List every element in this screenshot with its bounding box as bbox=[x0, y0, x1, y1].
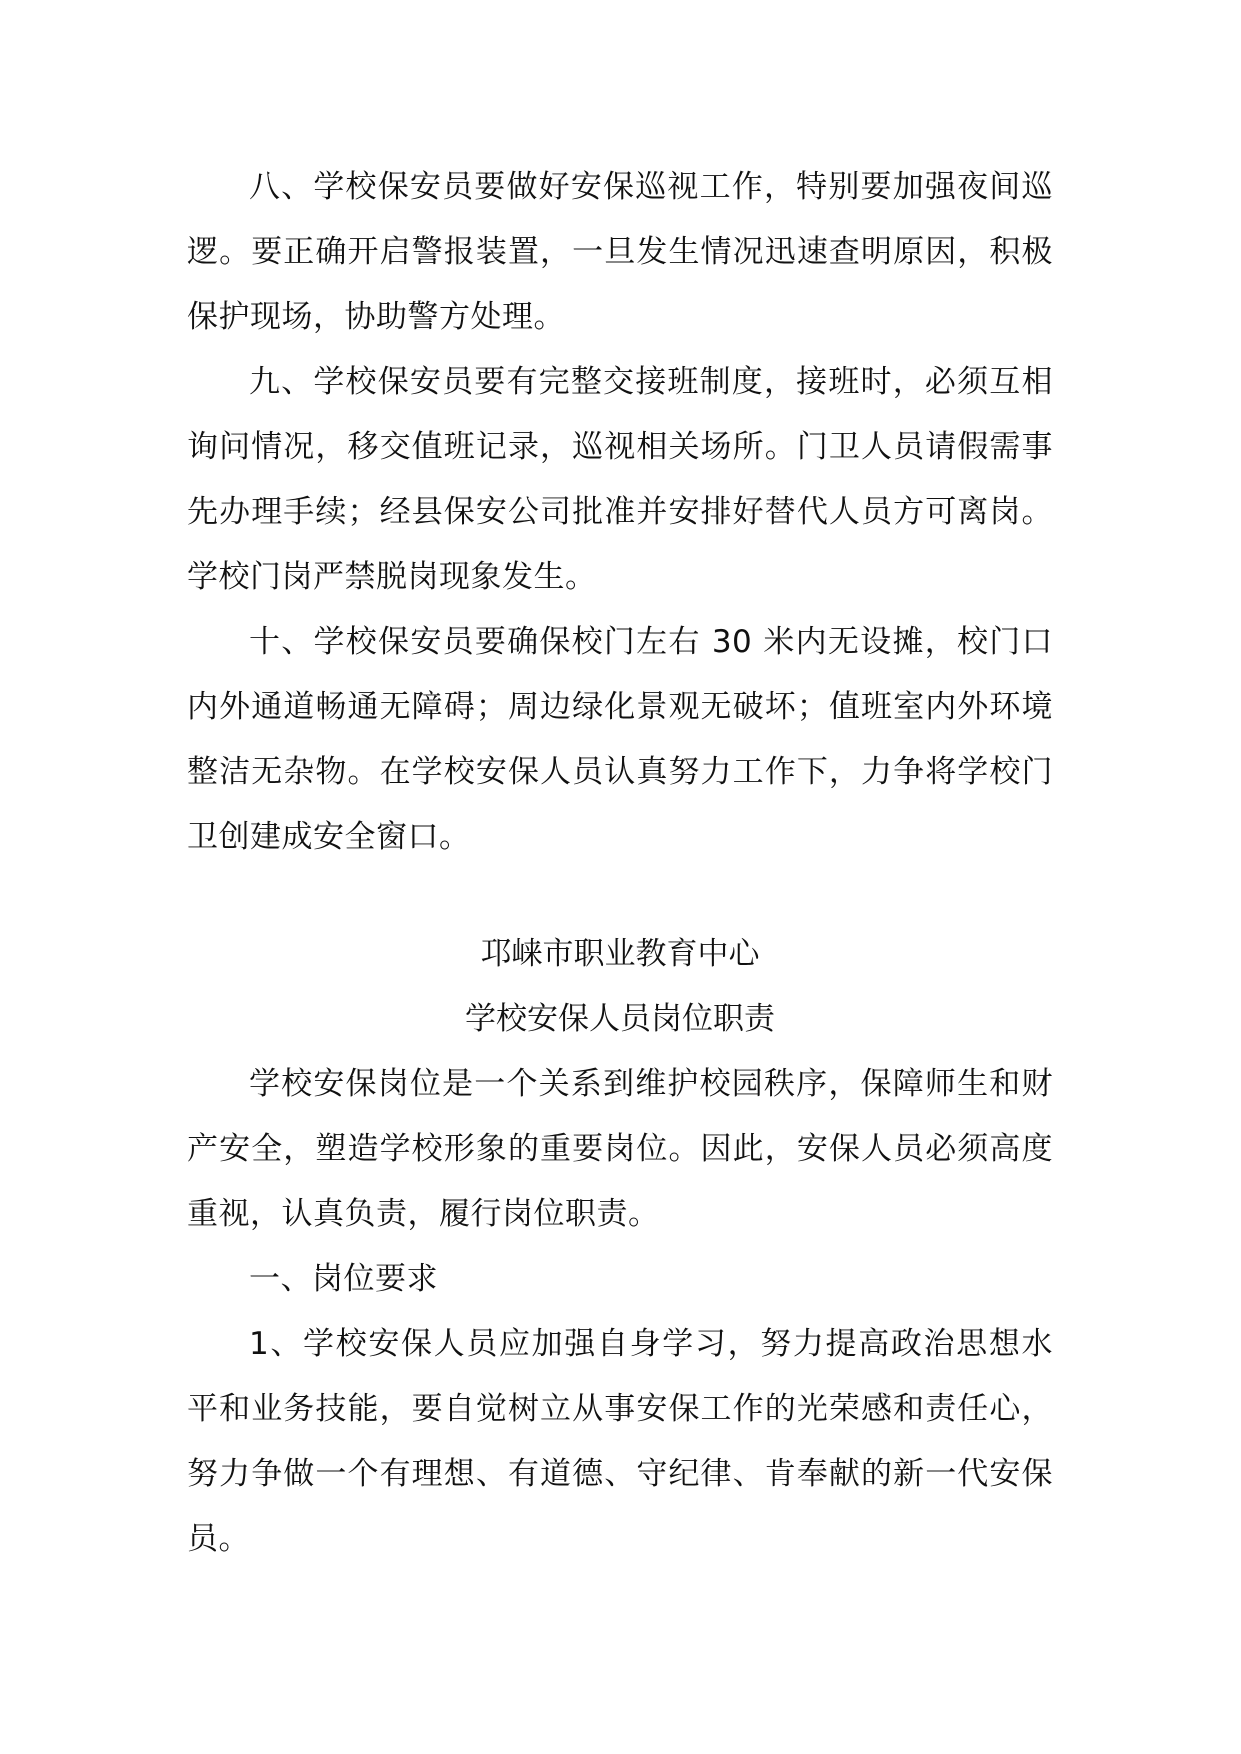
paragraph-ten: 十、学校保安员要确保校门左右 30 米内无设摊，校门口内外通道畅通无障碍；周边绿化景观无破坏；值班室内外环境整洁无杂物。在学校安保人员认真努力工作下，力争将学校门卫创建成安全窗口。 bbox=[187, 624, 1053, 855]
section-heading: 一、岗位要求 bbox=[249, 1261, 438, 1297]
intro-paragraph: 学校安保岗位是一个关系到维护校园秩序，保障师生和财产安全，塑造学校形象的重要岗位。因此，安保人员必须高度重视，认真负责，履行岗位职责。 bbox=[187, 1066, 1053, 1232]
item-one-paragraph: 1、学校安保人员应加强自身学习，努力提高政治思想水平和业务技能，要自觉树立从事安保工作的光荣感和责任心，努力争做一个有理想、有道德、守纪律、肯奉献的新一代安保员。 bbox=[187, 1326, 1053, 1557]
paragraph-eight: 八、学校保安员要做好安保巡视工作，特别要加强夜间巡逻。要正确开启警报装置，一旦发生情况迅速查明原因，积极保护现场，协助警方处理。 bbox=[187, 169, 1053, 335]
document-page bbox=[187, 155, 1053, 1572]
org-title: 邛崃市职业教育中心 bbox=[480, 936, 760, 972]
paragraph-nine: 九、学校保安员要有完整交接班制度，接班时，必须互相询问情况，移交值班记录，巡视相关场所。门卫人员请假需事先办理手续；经县保安公司批准并安排好替代人员方可离岗。学校门岗严禁脱岗现象发生。 bbox=[187, 364, 1053, 595]
document-title: 学校安保人员岗位职责 bbox=[465, 1001, 775, 1037]
